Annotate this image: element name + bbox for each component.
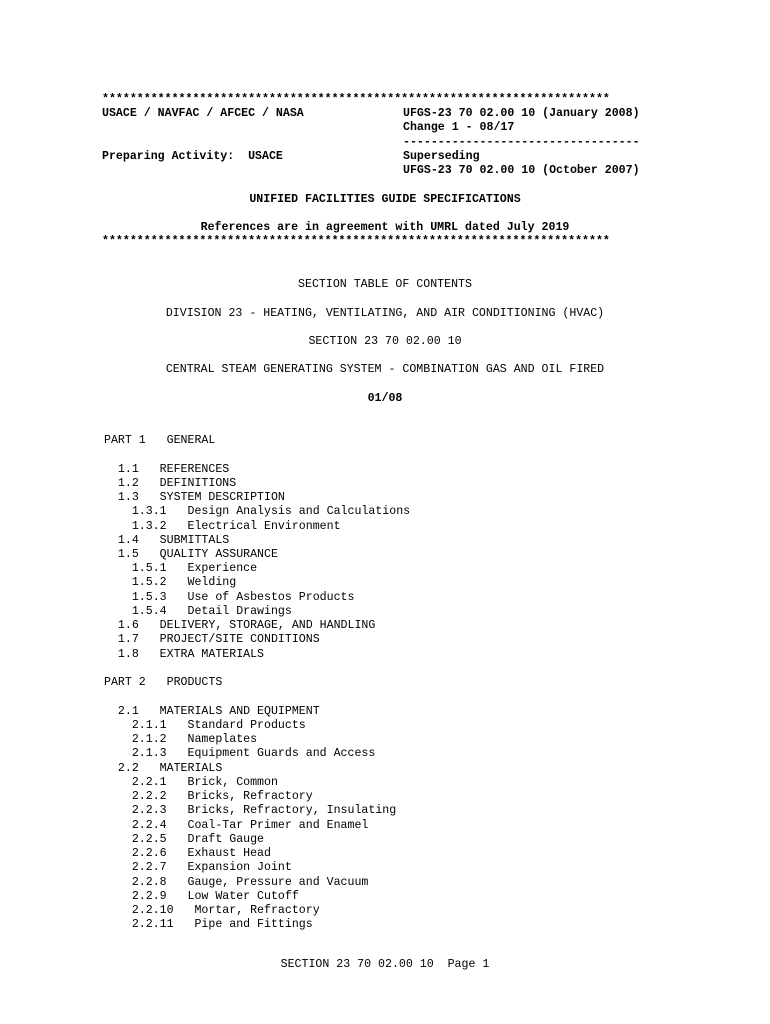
toc-line: 1.8 EXTRA MATERIALS xyxy=(104,648,265,661)
toc-line: 2.2.4 Coal-Tar Primer and Enamel xyxy=(104,819,369,832)
toc-line: 1.5 QUALITY ASSURANCE xyxy=(104,548,278,561)
division-title: DIVISION 23 - HEATING, VENTILATING, AND AIR CONDITIONING (HVAC) xyxy=(165,307,605,320)
section-number: SECTION 23 70 02.00 10 xyxy=(308,335,462,348)
header-preparing-activity: Preparing Activity: USACE xyxy=(102,150,283,163)
toc-line: 2.2.7 Expansion Joint xyxy=(104,861,292,874)
toc-line: 1.5.3 Use of Asbestos Products xyxy=(104,591,355,604)
header-stars-bottom: ************************************************************************* xyxy=(102,235,610,248)
toc-line: 1.4 SUBMITTALS xyxy=(104,534,230,547)
header-superseded-spec: UFGS-23 70 02.00 10 (October 2007) xyxy=(403,164,640,177)
toc-line: 2.2.3 Bricks, Refractory, Insulating xyxy=(104,804,397,817)
toc-line: 1.7 PROJECT/SITE CONDITIONS xyxy=(104,633,320,646)
toc-line: 2.1.2 Nameplates xyxy=(104,733,258,746)
header-orgs: USACE / NAVFAC / AFCEC / NASA xyxy=(102,107,304,120)
header-stars-top: ************************************************************************* xyxy=(102,93,610,106)
references-note: References are in agreement with UMRL dated July 2019 xyxy=(200,221,570,234)
toc-line: 2.2.2 Bricks, Refractory xyxy=(104,790,313,803)
toc-line: 2.2.11 Pipe and Fittings xyxy=(104,918,313,931)
header-change: Change 1 - 08/17 xyxy=(403,121,515,134)
page-footer: SECTION 23 70 02.00 10 Page 1 xyxy=(280,958,490,971)
toc-line: 2.2.9 Low Water Cutoff xyxy=(104,890,299,903)
section-title: CENTRAL STEAM GENERATING SYSTEM - COMBINATION GAS AND OIL FIRED xyxy=(165,363,605,376)
toc-line: 1.5.1 Experience xyxy=(104,562,258,575)
toc-line: PART 1 GENERAL xyxy=(104,434,216,447)
toc-heading: SECTION TABLE OF CONTENTS xyxy=(298,278,472,291)
toc-line: 2.2.6 Exhaust Head xyxy=(104,847,271,860)
toc-line: 2.1.1 Standard Products xyxy=(104,719,306,732)
section-date: 01/08 xyxy=(367,392,403,405)
toc-line: 1.3.2 Electrical Environment xyxy=(104,520,341,533)
toc-line: 2.1.3 Equipment Guards and Access xyxy=(104,747,376,760)
toc-line: PART 2 PRODUCTS xyxy=(104,676,223,689)
toc-line: 2.2.8 Gauge, Pressure and Vacuum xyxy=(104,876,369,889)
header-rule: ---------------------------------- xyxy=(403,136,640,149)
toc-line: 2.2.10 Mortar, Refractory xyxy=(104,904,320,917)
toc-line: 1.1 REFERENCES xyxy=(104,463,230,476)
toc-line: 1.3.1 Design Analysis and Calculations xyxy=(104,505,411,518)
toc-line: 1.2 DEFINITIONS xyxy=(104,477,237,490)
header-spec-id: UFGS-23 70 02.00 10 (January 2008) xyxy=(403,107,640,120)
toc-line: 2.2.5 Draft Gauge xyxy=(104,833,265,846)
toc-line: 2.2 MATERIALS xyxy=(104,762,223,775)
header-superseding: Superseding xyxy=(403,150,480,163)
toc-line: 1.5.2 Welding xyxy=(104,576,237,589)
toc-line: 2.1 MATERIALS AND EQUIPMENT xyxy=(104,705,320,718)
toc-line: 1.5.4 Detail Drawings xyxy=(104,605,292,618)
guide-title: UNIFIED FACILITIES GUIDE SPECIFICATIONS xyxy=(249,193,521,206)
toc-line: 1.6 DELIVERY, STORAGE, AND HANDLING xyxy=(104,619,376,632)
toc-line: 1.3 SYSTEM DESCRIPTION xyxy=(104,491,285,504)
toc-line: 2.2.1 Brick, Common xyxy=(104,776,278,789)
